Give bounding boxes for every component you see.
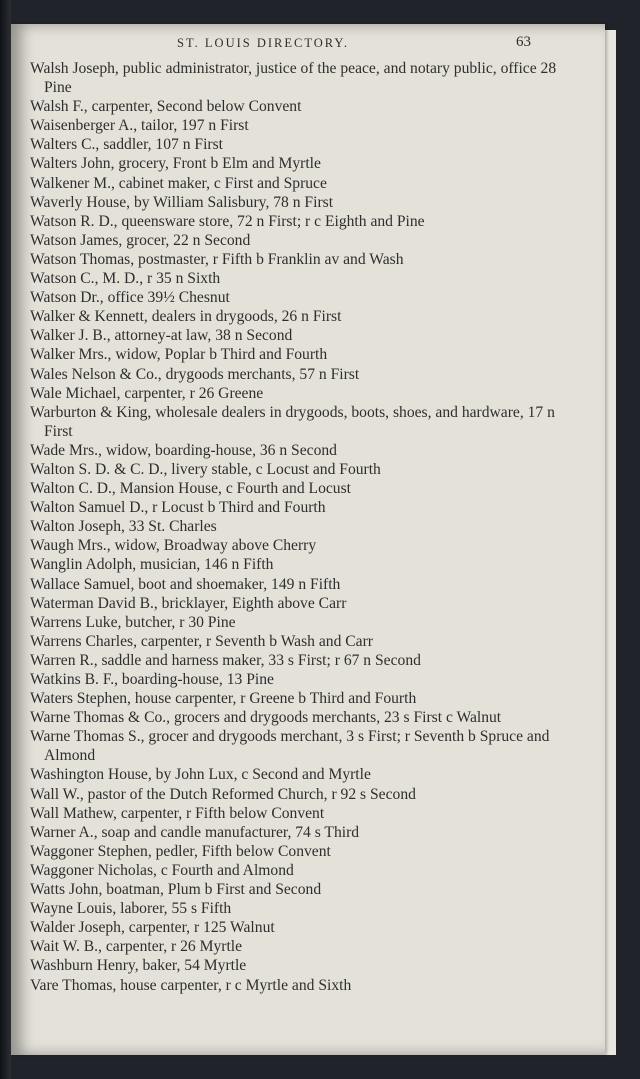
directory-entry: Waggoner Nicholas, c Fourth and Almond — [30, 861, 294, 879]
directory-entry: Walters C., saddler, 107 n First — [30, 136, 224, 154]
directory-entry: Watson James, grocer, 22 n Second — [30, 231, 251, 249]
directory-entry: Wale Michael, carpenter, r 26 Greene — [30, 384, 264, 402]
directory-entry: Walsh F., carpenter, Second below Convent — [30, 98, 302, 116]
directory-entry: Watson R. D., queensware store, 72 n First; r c Eighth and Pine — [30, 212, 425, 230]
directory-entry: Vare Thomas, house carpenter, r c Myrtle and Sixth — [30, 976, 352, 994]
directory-entry: Waugh Mrs., widow, Broadway above Cherry — [30, 537, 317, 555]
directory-entry: Walton C. D., Mansion House, c Fourth and Locust — [30, 480, 351, 498]
directory-entry: Walton Samuel D., r Locust b Third and Fourth — [30, 499, 326, 517]
directory-entry: Watts John, boatman, Plum b First and Second — [30, 881, 322, 899]
directory-entry: Watkins B. F., boarding-house, 13 Pine — [30, 671, 274, 688]
directory-entry: Wanglin Adolph, musician, 146 n Fifth — [30, 556, 274, 574]
directory-entry: Walker & Kennett, dealers in drygoods, 26 n First — [30, 308, 342, 326]
directory-entry: Warren R., saddle and harness maker, 33 s First; r 67 n Second — [30, 651, 421, 669]
directory-entry: Wait W. B., carpenter, r 26 Myrtle — [30, 938, 243, 956]
directory-entry: Waterman David B., bricklayer, Eighth above Carr — [30, 594, 347, 612]
directory-entry: Watson C., M. D., r 35 n Sixth — [30, 270, 221, 288]
directory-entry: Waggoner Stephen, pedler, Fifth below Convent — [30, 842, 331, 860]
directory-entry: Washington House, by John Lux, c Second and Myrtle — [30, 766, 371, 784]
page-number: 63 — [516, 34, 531, 50]
directory-entry: Wall W., pastor of the Dutch Reformed Church, r 92 s Second — [30, 785, 416, 803]
directory-entry: Walsh Joseph, public administrator, justice of the peace, and notary public, office 28 Pine — [30, 60, 557, 97]
directory-entry: Waverly House, by William Salisbury, 78 n First — [30, 193, 334, 211]
directory-entry: Watson Dr., office 39½ Chesnut — [30, 289, 230, 307]
directory-entry: Wayne Louis, laborer, 55 s Fifth — [30, 900, 232, 918]
directory-entry: Wall Mathew, carpenter, r Fifth below Convent — [30, 804, 325, 822]
binding-edge — [0, 0, 11, 1079]
running-head: ST. LOUIS DIRECTORY. — [177, 36, 349, 50]
directory-entry: Warrens Luke, butcher, r 30 Pine — [30, 613, 236, 631]
directory-entry: Walker Mrs., widow, Poplar b Third and Fourth — [30, 346, 328, 364]
directory-entry: Watson Thomas, postmaster, r Fifth b Franklin av and Wash — [30, 250, 404, 268]
directory-entry: Waters Stephen, house carpenter, r Greene b Third and Fourth — [30, 690, 417, 708]
page-header — [11, 34, 605, 54]
directory-entry: Walder Joseph, carpenter, r 125 Walnut — [30, 919, 275, 937]
directory-entry: Washburn Henry, baker, 54 Myrtle — [30, 957, 247, 975]
directory-entry: Walker J. B., attorney-at law, 38 n Second — [30, 327, 293, 345]
directory-entry: Warburton & King, wholesale dealers in drygoods, boots, shoes, and hardware, 17 n First — [30, 403, 555, 440]
directory-entry: Warner A., soap and candle manufacturer, 74 s Third — [30, 823, 360, 841]
directory-entry: Walton Joseph, 33 St. Charles — [30, 518, 217, 536]
directory-entry: Wales Nelson & Co., drygoods merchants, 57 n First — [30, 365, 360, 383]
directory-entry: Walton S. D. & C. D., livery stable, c Locust and Fourth — [30, 460, 381, 478]
directory-page — [11, 24, 605, 1055]
directory-entry: Waisenberger A., tailor, 197 n First — [30, 117, 249, 135]
directory-entry: Warne Thomas S., grocer and drygoods merchant, 3 s First; r Seventh b Spruce and Almond — [30, 728, 550, 765]
directory-entry: Wallace Samuel, boot and shoemaker, 149 n Fifth — [30, 575, 341, 593]
directory-entries — [30, 59, 586, 995]
directory-entry: Warrens Charles, carpenter, r Seventh b Wash and Carr — [30, 632, 373, 650]
directory-entry: Walters John, grocery, Front b Elm and Myrtle — [30, 155, 321, 173]
directory-entry: Wade Mrs., widow, boarding-house, 36 n Second — [30, 441, 337, 459]
directory-entry: Warne Thomas & Co., grocers and drygoods merchants, 23 s First c Walnut — [30, 709, 502, 727]
directory-entry: Walkener M., cabinet maker, c First and Spruce — [30, 174, 327, 192]
